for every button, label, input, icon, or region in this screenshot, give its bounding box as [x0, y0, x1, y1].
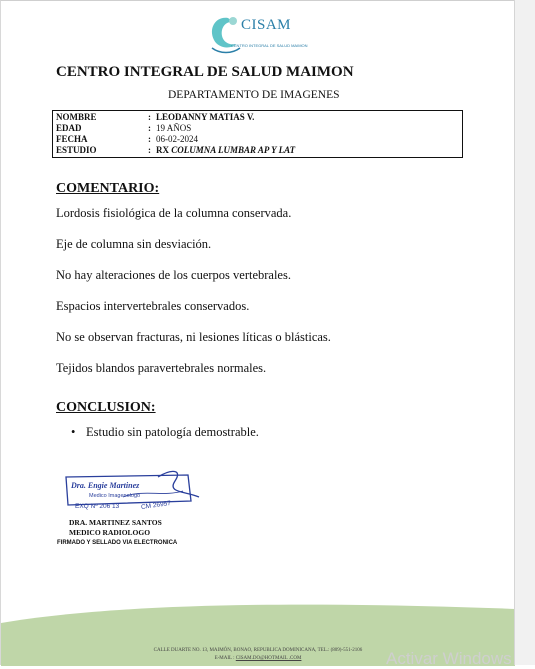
conclusion-heading: CONCLUSION:: [56, 400, 156, 415]
fecha-value: 06-02-2024: [156, 134, 198, 144]
separator: :: [148, 145, 151, 155]
logo-mark-icon: [206, 14, 246, 58]
signer-role: MEDICO RADIOLOGO: [69, 528, 151, 537]
stamp-name: Dra. Engie Martinez: [71, 481, 140, 490]
patient-info-box: [52, 110, 463, 158]
stamp-role: Medico Imagenologo: [89, 493, 141, 499]
signer-name: DRA. MARTINEZ SANTOS: [69, 518, 162, 527]
bullet-icon: •: [71, 425, 76, 439]
comentario-line: Lordosis fisiológica de la columna conservada.: [56, 206, 292, 220]
conclusion-text: Estudio sin patología demostrable.: [86, 425, 259, 439]
department: DEPARTAMENTO DE IMAGENES: [168, 89, 340, 101]
email-link[interactable]: CISAM.DO@HOTMAIL .COM: [235, 656, 302, 661]
logo-name: CISAM: [241, 17, 292, 33]
estudio-name: COLUMNA LUMBAR AP Y LAT: [171, 145, 296, 155]
comentario-line: Eje de columna sin desviación.: [56, 237, 212, 251]
cisam-logo: [206, 14, 326, 58]
estudio-prefix: RX: [156, 145, 169, 155]
comentario-line: Tejidos blandos paravertebrales normales.: [56, 361, 267, 375]
footer-address: CALLE DUARTE NO. 13, MAIMÓN, BONAO, REPUBLICA DOMINICANA, TEL.: (809)-551-2106: [153, 648, 363, 653]
comentario-heading: COMENTARIO:: [56, 181, 160, 196]
nombre-label: NOMBRE: [56, 112, 97, 122]
nombre-value: LEODANNY MATIAS V.: [156, 112, 255, 122]
window-edge: [514, 0, 535, 665]
email-label: E-MAIL :: [214, 656, 235, 661]
comentario-line: No se observan fracturas, ni lesiones líticas o blásticas.: [56, 330, 331, 344]
estudio-label: ESTUDIO: [56, 145, 97, 155]
separator: :: [148, 112, 151, 122]
edad-label: EDAD: [56, 123, 82, 133]
stamp-exq: EXQ Nº 206 13: [75, 503, 120, 510]
separator: :: [148, 123, 151, 133]
estudio-value: [156, 145, 295, 156]
page-title: CENTRO INTEGRAL DE SALUD MAIMON: [56, 64, 354, 80]
comentario-line: No hay alteraciones de los cuerpos vertebrales.: [56, 268, 291, 282]
edad-value: 19 AÑOS: [156, 123, 192, 133]
comentario-line: Espacios intervertebrales conservados.: [56, 299, 250, 313]
signature-note: FIRMADO Y SELLADO VIA ELECTRONICA: [57, 540, 178, 546]
logo-subtitle: CENTRO INTEGRAL DE SALUD MAIMON: [231, 43, 308, 48]
fecha-label: FECHA: [56, 134, 88, 144]
activation-watermark: Activar Windows: [386, 649, 512, 668]
stamp-cm: CM 26957: [140, 499, 172, 512]
separator: :: [148, 134, 151, 144]
signature-stamp: [63, 467, 203, 517]
